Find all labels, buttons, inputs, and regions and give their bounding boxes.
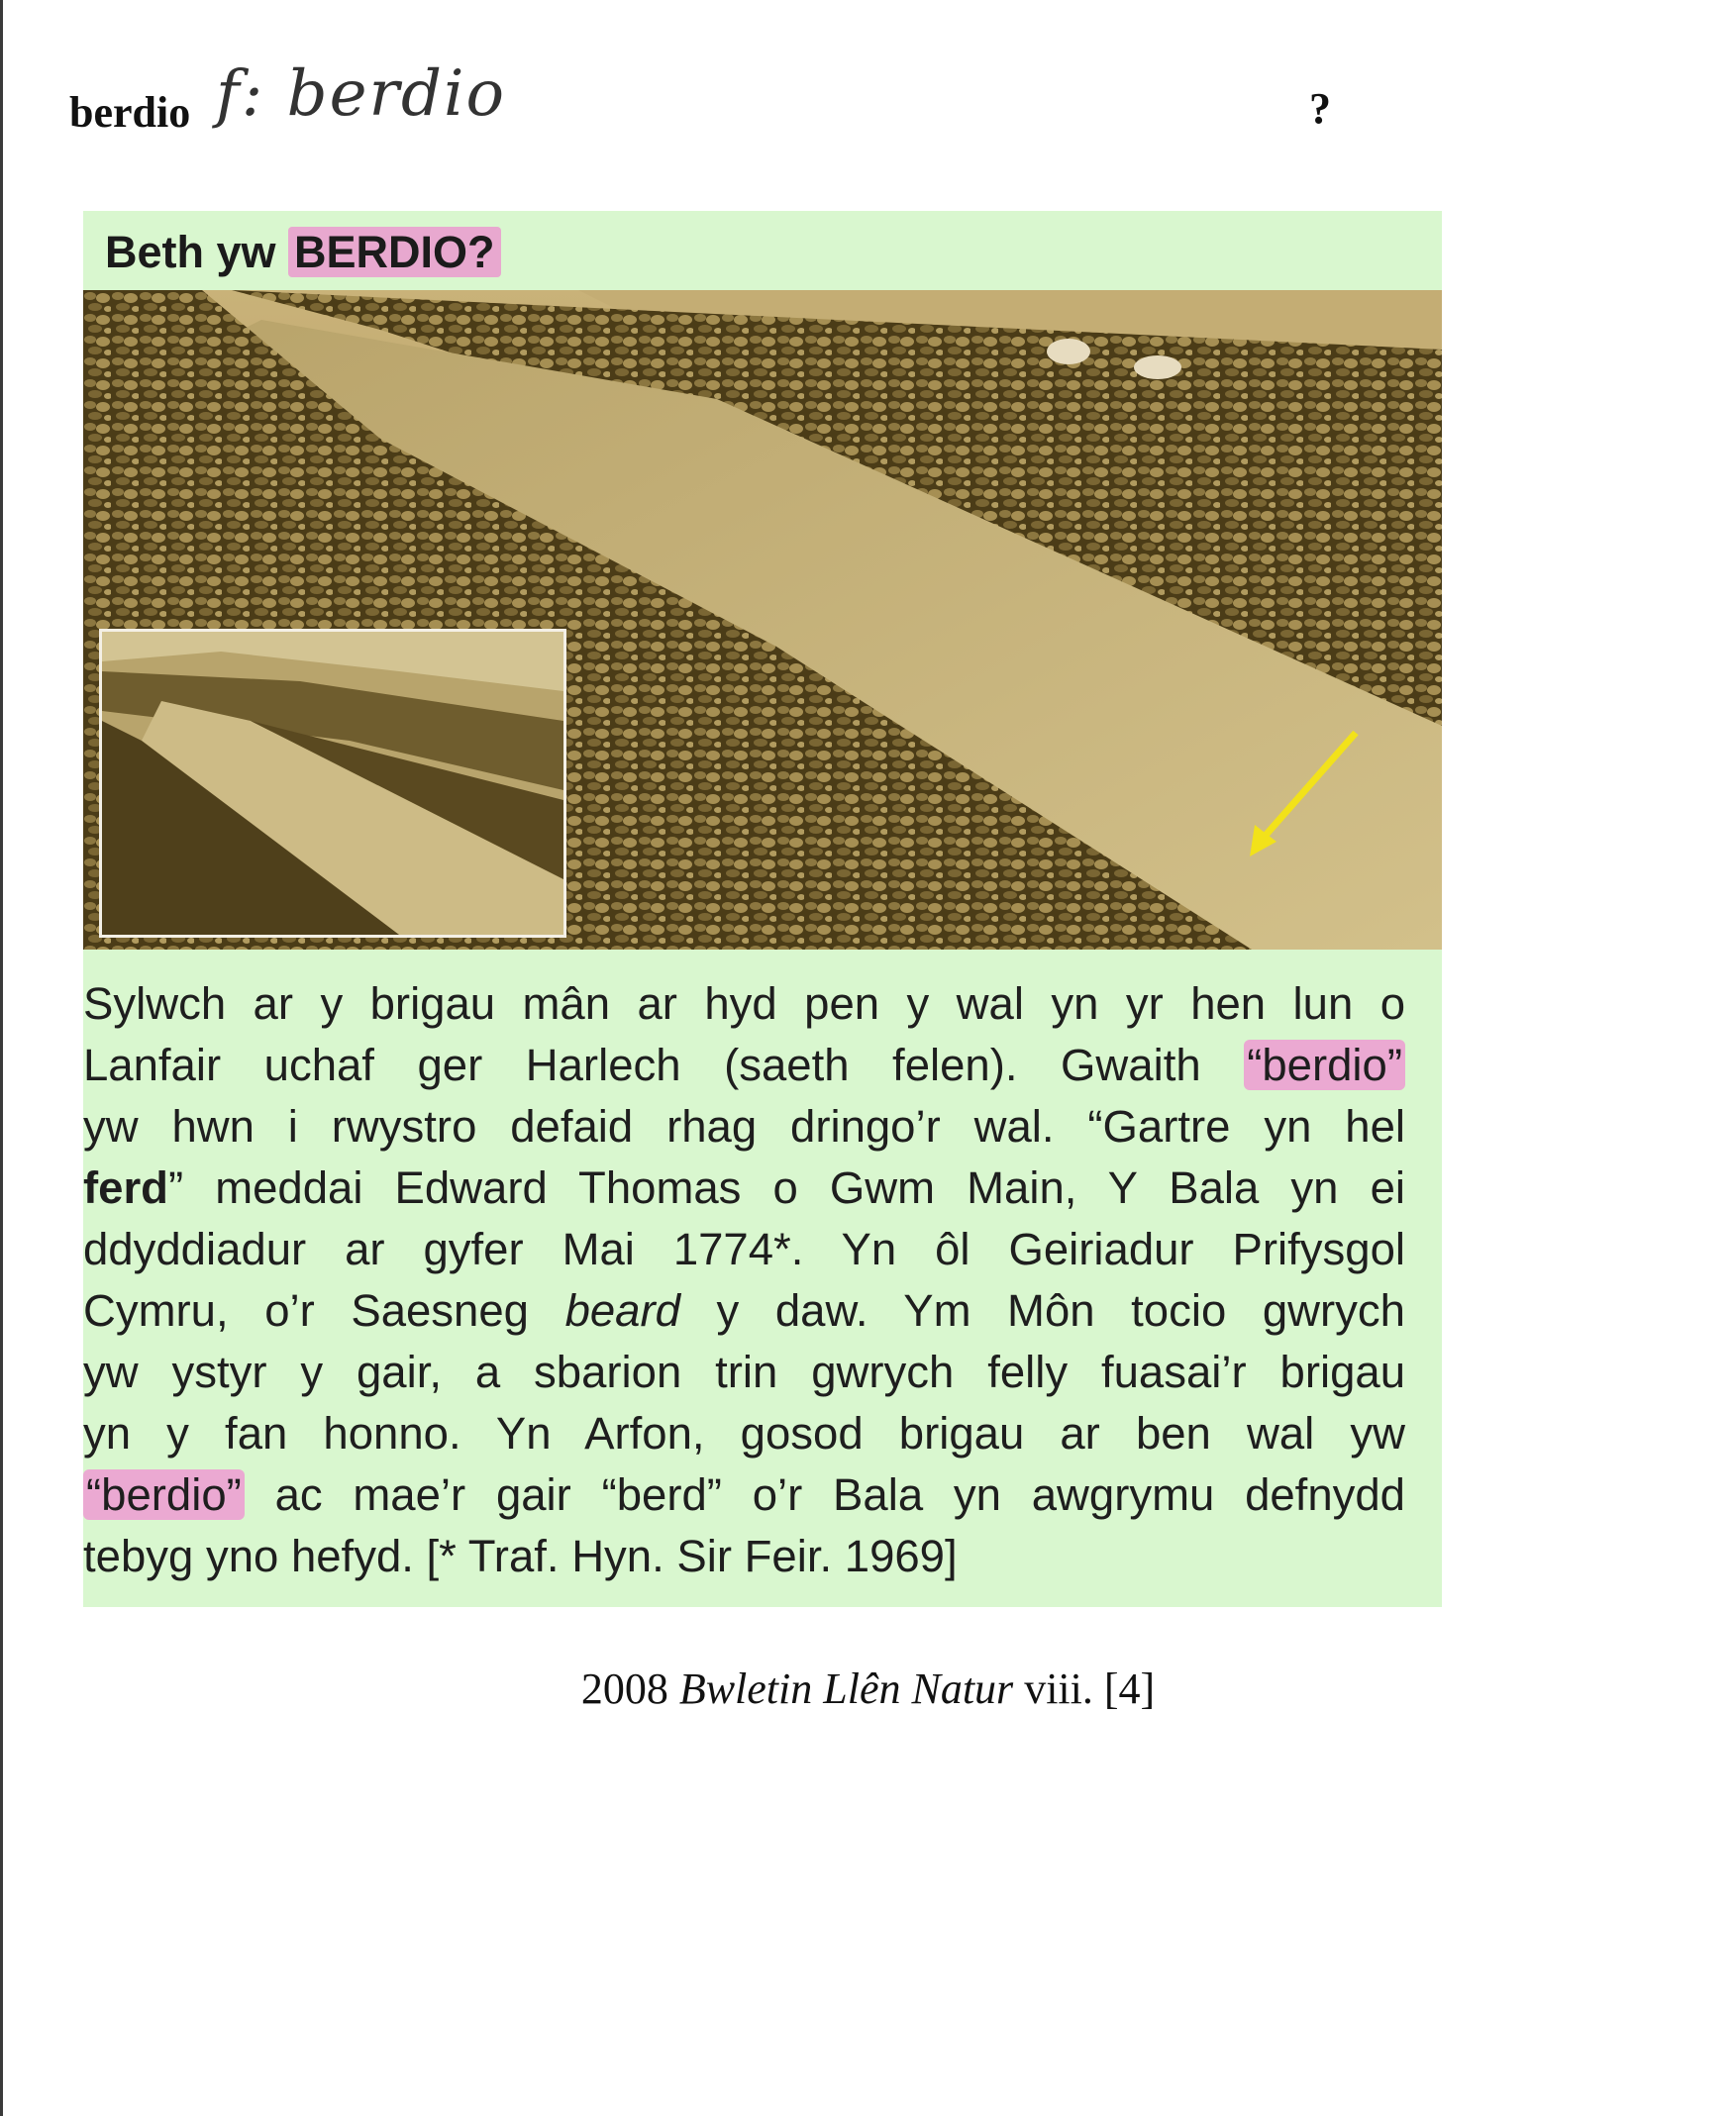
text-run: Cymru, o’r Saesneg	[83, 1285, 529, 1336]
text-run: yn y fan honno. Yn Arfon, gosod brigau ar ben wal yw	[83, 1408, 1405, 1459]
card-title-prefix: Beth yw	[105, 227, 276, 277]
text-line	[83, 1403, 1405, 1464]
text-run: Sylwch ar y brigau mân ar hyd pen y wal yn yr hen lun o	[83, 978, 1405, 1029]
headword: berdio	[69, 88, 191, 137]
text-line	[83, 973, 1405, 1035]
stone-wall-photo	[83, 290, 1442, 950]
text-line	[83, 1035, 1405, 1096]
footer-year: 2008	[580, 1664, 668, 1713]
text-line	[83, 1158, 1405, 1219]
text-line	[83, 1096, 1405, 1158]
page-edge	[0, 0, 3, 2116]
text-run: ddyddiadur ar gyfer Mai 1774*. Yn ôl Geiriadur Prifysgol	[83, 1224, 1405, 1274]
card-title	[105, 227, 501, 278]
inset-photo	[99, 629, 566, 938]
footer-issue: viii. [4]	[1024, 1664, 1156, 1713]
text-run: ac mae’r gair “berd” o’r Bala yn awgrymu defnydd	[274, 1469, 1405, 1520]
text-line	[83, 1526, 1405, 1587]
text-run: yw ystyr y gair, a sbarion trin gwrych felly fuasai’r brigau	[83, 1347, 1405, 1397]
text-run: ” meddai Edward Thomas o Gwm Main, Y Bala yn ei	[167, 1162, 1405, 1213]
card-title-highlight: BERDIO?	[288, 227, 501, 277]
highlighted-term: “berdio”	[83, 1469, 245, 1520]
bold-term: ferd	[83, 1162, 168, 1213]
highlighted-term: “berdio”	[1244, 1040, 1405, 1090]
text-line	[83, 1342, 1405, 1403]
text-run: yw hwn i rwystro defaid rhag dringo’r wal. “Gartre yn hel	[83, 1101, 1405, 1152]
text-run: tebyg yno hefyd. [* Traf. Hyn. Sir Feir. 1969]	[83, 1531, 958, 1581]
handwritten-annotation: f: berdio	[216, 57, 506, 131]
text-line	[83, 1219, 1405, 1280]
query-mark: ?	[1309, 84, 1331, 133]
text-run: y daw. Ym Môn tocio gwrych	[716, 1285, 1405, 1336]
text-line	[83, 1280, 1405, 1342]
article-card	[83, 211, 1442, 1607]
text-line	[83, 1464, 1405, 1526]
italic-term: beard	[564, 1285, 680, 1336]
text-run: Lanfair uchaf ger Harlech (saeth felen). Gwaith	[83, 1040, 1201, 1090]
article-body	[83, 973, 1405, 1587]
footer-citation	[0, 1663, 1736, 1714]
footer-publication: Bwletin Llên Natur	[678, 1664, 1014, 1713]
